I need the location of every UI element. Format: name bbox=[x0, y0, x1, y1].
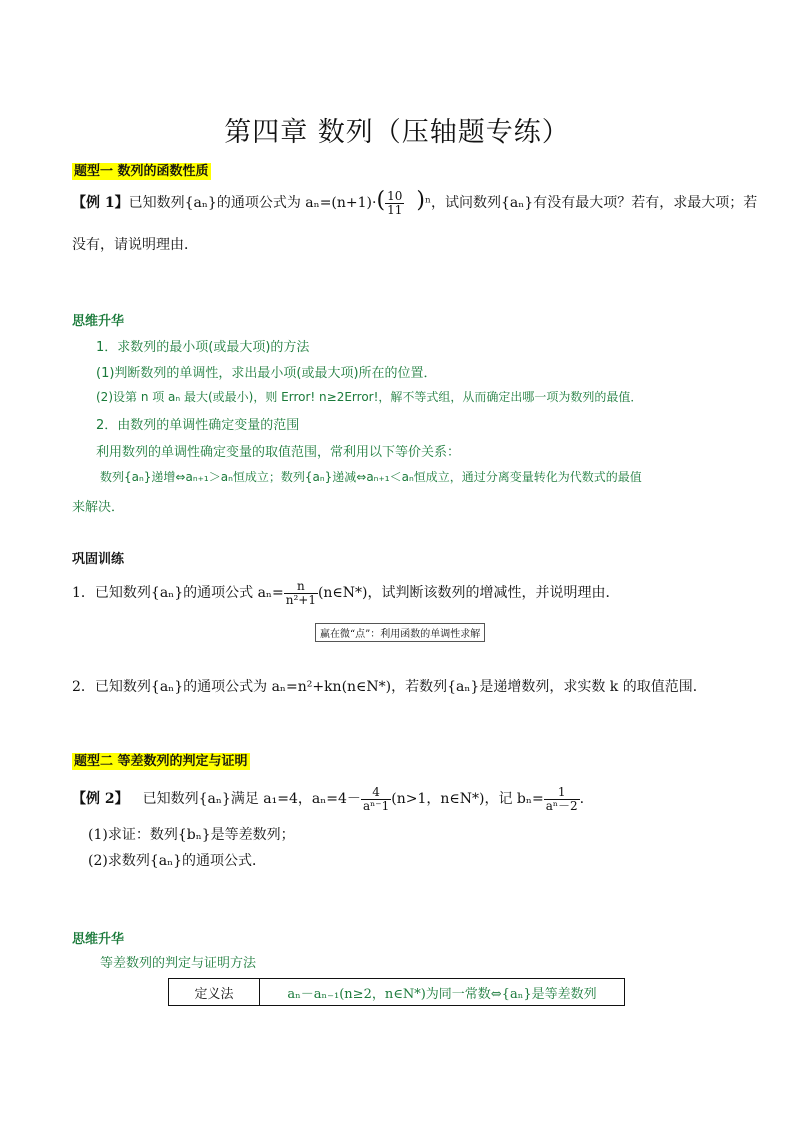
method-table bbox=[168, 978, 625, 1006]
example-2-mid: (n>1，n∈N*)，记 bₙ= bbox=[391, 791, 544, 807]
example-1-paren-left: ( bbox=[376, 188, 386, 214]
practice-q1-pre: 1．已知数列{aₙ}的通项公式 aₙ= bbox=[72, 585, 284, 601]
thinking-1-p6: 数列{aₙ}递增⇔aₙ₊₁＞aₙ恒成立；数列{aₙ}递减⇔aₙ₊₁＜aₙ恒成立，通过分离变量转化为代数式的最值 bbox=[100, 470, 642, 484]
practice-q2: 2．已知数列{aₙ}的通项公式为 aₙ=n²+kn(n∈N*)，若数列{aₙ}是递增数列，求实数 k 的取值范围． bbox=[72, 679, 707, 695]
example-1-line-2: 没有，请说明理由． bbox=[72, 237, 198, 253]
practice-heading: 巩固训练 bbox=[72, 552, 125, 567]
thinking-heading-1: 思维升华 bbox=[72, 314, 125, 329]
practice-q1 bbox=[72, 576, 620, 610]
thinking-heading-2: 思维升华 bbox=[72, 932, 125, 947]
method-name-cell: 定义法 bbox=[169, 979, 260, 1006]
section-tag-2-label: 题型二 等差数列的判定与证明 bbox=[74, 754, 248, 769]
practice-q1-note: 赢在微“点”：利用函数的单调性求解 bbox=[315, 623, 485, 642]
example-2-end: . bbox=[579, 791, 585, 807]
example-2-frac1-num: 4 bbox=[361, 786, 391, 800]
example-1-label: 【例 1】 bbox=[72, 195, 129, 212]
example-1-paren-right: ) bbox=[416, 188, 425, 214]
example-2-part-1: (1)求证：数列{bₙ}是等差数列； bbox=[88, 827, 295, 843]
example-2-pre: 已知数列{aₙ}满足 a₁=4，aₙ=4－ bbox=[142, 791, 361, 807]
example-2-frac2-num: 1 bbox=[544, 786, 580, 800]
example-1-frac-den: 11 bbox=[387, 202, 403, 217]
thinking-1-p5: 利用数列的单调性确定变量的取值范围，常利用以下等价关系： bbox=[96, 445, 461, 460]
method-desc-cell: aₙ－aₙ₋₁(n≥2，n∈N*)为同一常数⇔{aₙ}是等差数列 bbox=[260, 979, 625, 1006]
page-title: 第四章 数列（压轴题专练） bbox=[224, 117, 570, 148]
example-1-text-rest: ⁿ，试问数列{aₙ}有没有最大项？若有，求最大项；若 bbox=[424, 195, 758, 212]
example-2-fraction-1 bbox=[361, 786, 391, 812]
section-tag-2 bbox=[72, 750, 250, 769]
practice-q1-fraction bbox=[284, 580, 318, 606]
thinking-1-p7: 来解决． bbox=[72, 500, 125, 515]
example-1-frac-num: 10 bbox=[387, 189, 403, 203]
table-row bbox=[169, 979, 625, 1006]
example-2-frac1-den: aⁿ⁻1 bbox=[362, 798, 390, 813]
thinking-1-p3: (2)设第 n 项 aₙ 最大(或最小)，则 Error! n≥2Error!，解不等式组，从而确定出哪一项为数列的最值． bbox=[96, 390, 643, 404]
example-1-text: 已知数列{aₙ}的通项公式为 aₙ=(n+1)· bbox=[128, 195, 377, 212]
practice-q1-frac-den: n²+1 bbox=[285, 592, 316, 607]
example-2-label: 【例 2】 bbox=[72, 791, 129, 807]
section-tag-1-label: 题型一 数列的函数性质 bbox=[74, 164, 209, 179]
example-2-frac2-den: aⁿ－2 bbox=[545, 798, 578, 813]
thinking-1-p4: 2．由数列的单调性确定变量的范围 bbox=[96, 418, 300, 433]
practice-q1-post: (n∈N*)，试判断该数列的增减性，并说明理由． bbox=[317, 585, 620, 601]
example-2-fraction-2 bbox=[544, 786, 580, 812]
practice-q1-frac-num: n bbox=[284, 580, 318, 594]
section-tag-1 bbox=[72, 160, 211, 179]
example-2-part-2: (2)求数列{aₙ}的通项公式． bbox=[88, 853, 267, 869]
example-1-line-1 bbox=[72, 190, 757, 216]
thinking-2-subheading: 等差数列的判定与证明方法 bbox=[100, 956, 257, 971]
example-1-fraction bbox=[385, 190, 404, 216]
thinking-1-p2: (1)判断数列的单调性，求出最小项(或最大项)所在的位置． bbox=[96, 366, 437, 381]
thinking-1-p1: 1．求数列的最小项(或最大项)的方法 bbox=[96, 340, 310, 355]
example-2-line bbox=[72, 782, 584, 816]
